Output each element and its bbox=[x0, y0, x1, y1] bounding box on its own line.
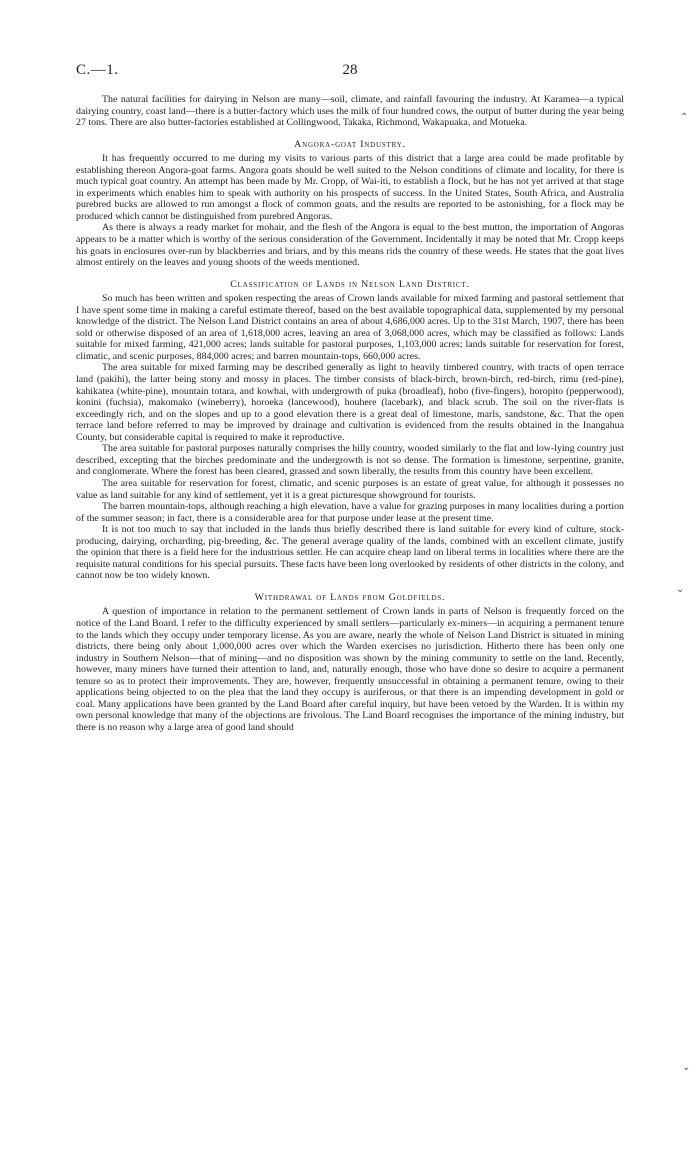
paragraph-land-estimate: So much has been written and spoken respecting the areas of Crown lands available for mixed farming and pastoral settlement that I have spent some time in making a careful estimate thereof, based on the best available topographical data, supplemented by my personal knowledge of the district. The Nelson Land District contains an area of about 4,686,000 acres. Up to the 31st March, 1907, there has been sold or otherwise disposed of an area of 1,618,000 acres, leaving an area of 3,068,000 acres, which may be classified as follows: Lands suitable for mixed farming, 421,000 acres; lands suitable for pastoral purposes, 1,103,000 acres; lands suitable for reservation for forest, climatic, and scenic purposes, 884,000 acres; and barren mountain-tops, 660,000 acres. bbox=[76, 293, 624, 362]
margin-mark-icon: ⌄ bbox=[682, 1062, 691, 1073]
margin-mark-icon: ⌃ bbox=[680, 112, 689, 123]
heading-angora-goat-industry: Angora-goat Industry. bbox=[294, 138, 406, 150]
paragraph-goldfields-tenure: A question of importance in relation to the permanent settlement of Crown lands in parts of Nelson is frequently forced on the notice of the Land Board. I refer to the difficulty experienced by small settlers—particularly ex-miners—in acquiring a permanent tenure to the lands which they occupy under temporary license. As you are aware, nearly the whole of Nelson Land District is situated in mining districts, there being only about 1,000,000 acres over which the Warden exercises no jurisdiction. Hitherto there has been only one industry in Southern Nelson—that of mining—and no disposition was shown by the mining community to settle on the land. Recently, however, many miners have turned their attention to land, and, naturally enough, those who have done so desire to acquire a permanent tenure so as to protect their improvements. They are, however, frequently unsuccessful in obtaining a permanent tenure, owing to their applications being objected to on the plea that the land they occupy is auriferous, or that there is an impending development in gold or coal. Many applications have been granted by the Land Board after careful inquiry, but have been vetoed by the Warden. It is within my own personal knowledge that many of the objections are frivolous. The Land Board recognises the importance of the mining industry, but there is no reason why a large area of good land should bbox=[76, 606, 624, 733]
document-reference: C.—1. bbox=[76, 62, 119, 78]
paragraph-settler-field: It is not too much to say that included in the lands thus briefly described there is land suitable for every kind of culture, stock-producing, dairying, orcharding, pig-breeding, &c. The general average quality of the lands, combined with an excellent climate, justify the opinion that there is a field here for the industrious settler. He can acquire cheap land on liberal terms in localities where there are the requisite natural conditions for his special pursuits. These facts have been long overlooked by residents of other districts in the colony, and cannot now be too widely known. bbox=[76, 524, 624, 582]
body-text bbox=[76, 94, 624, 733]
paragraph-forest-reservation: The area suitable for reservation for forest, climatic, and scenic purposes is an estate of great value, for although it possesses no value as land suitable for any kind of settlement, yet it is a great picturesque showground for tourists. bbox=[76, 477, 624, 501]
paragraph-angora-farms: It has frequently occurred to me during my visits to various parts of this district that a large area could be made profitable by establishing thereon Angora-goat farms. Angora goats should be well suited to the Nelson conditions of climate and locality, for there is much typical goat country. An attempt has been made by Mr. Cropp, of Wai-iti, to establish a flock, but he has not yet arrived at that stage in experiments which enables him to speak with authority on his prospects of success. In the United States, South Africa, and Australia purebred bucks are allowed to run amongst a flock of common goats, and the results are reported to be astonishing, for a flock may be produced which cannot be distinguished from purebred Angoras. bbox=[76, 153, 624, 222]
paragraph-mohair-market: As there is always a ready market for mohair, and the flesh of the Angora is equal to the best mutton, the importation of Angoras appears to be a matter which is worthy of the serious consideration of the Government. Incidentally it may be noted that Mr. Cropp keeps his goats in enclosures over-run by blackberries and briars, and by this means rids the country of these weeds. He states that the goat lives almost entirely on the leaves and young shoots of the weeds mentioned. bbox=[76, 222, 624, 269]
paragraph-pastoral: The area suitable for pastoral purposes naturally comprises the hilly country, wooded similarly to the flat and low-lying country just described, excepting that the birches predominate and the undergrowth is not so dense. The formation is limestone, serpentine, granite, and conglomerate. Where the forest has been cleared, grassed and sown liberally, the results from this country have been excellent. bbox=[76, 443, 624, 478]
paragraph-dairying: The natural facilities for dairying in Nelson are many—soil, climate, and rainfall favouring the industry. At Karamea—a typical dairying country, coast land—there is a butter-factory which uses the milk of four hundred cows, the output of butter during the year being 27 tons. There are also butter-factories established at Collingwood, Takaka, Richmond, Wakapuaka, and Motueka. bbox=[76, 94, 624, 129]
margin-mark-icon: ⌄ bbox=[676, 584, 685, 595]
heading-withdrawal-of-lands: Withdrawal of Lands from Goldfields. bbox=[254, 591, 446, 603]
paragraph-mixed-farming: The area suitable for mixed farming may be described generally as light to heavily timbered country, with tracts of open terrace land (pakihi), the latter being stony and mossy in places. The timber consists of black-birch, brown-birch, red-birch, rimu (red-pine), kahikatea (white-pine), mountain totara, and kowhai, with undergrowth of puka (broadleaf), hobo (five-fingers), horopito (pepperwood), konini (fuchsia), makomako (wineberry), horoeka (lancewood), houhere (lacebark), and black scrub. The soil on the river-flats is exceedingly rich, and on the slopes and up to a good elevation there is a great deal of limestone, marls, sandstone, &c. That the open terrace land before referred to may be improved by drainage and cultivation is evidenced from the results obtained in the Inangahua County, but considerable capital is required to make it reproductive. bbox=[76, 362, 624, 443]
heading-classification-of-lands: Classification of Lands in Nelson Land District. bbox=[230, 278, 470, 290]
paragraph-mountain-tops: The barren mountain-tops, although reaching a high elevation, have a value for grazing purposes in many localities during a portion of the summer season; in fact, there is a considerable area for that purpose under lease at the present time. bbox=[76, 501, 624, 524]
page-number: 28 bbox=[342, 62, 358, 78]
